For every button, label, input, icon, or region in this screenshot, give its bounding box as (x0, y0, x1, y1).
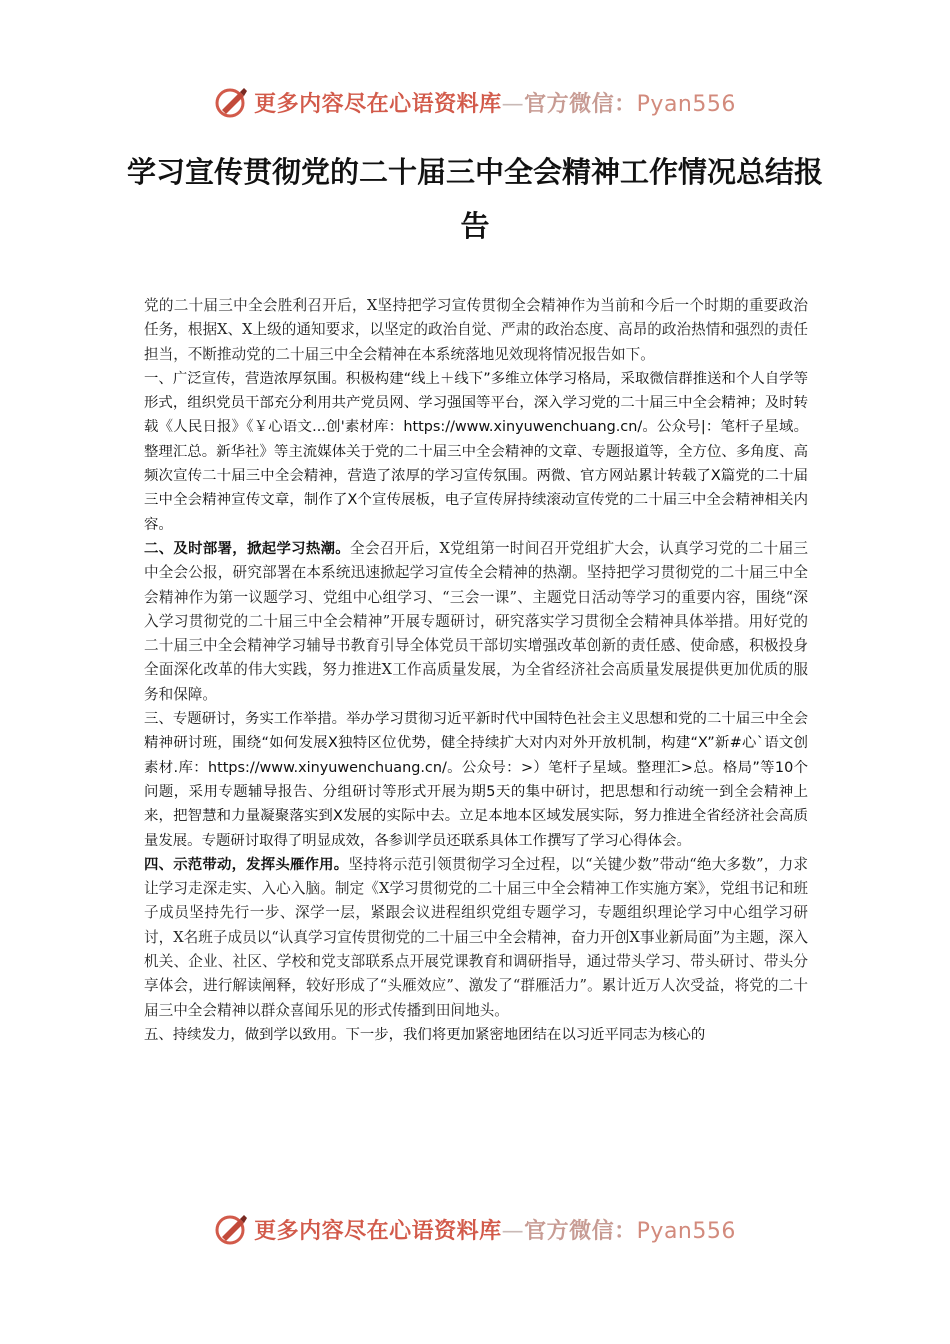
section-4-body: 坚持将示范引领贯彻学习全过程，以“关键少数”带动“绝大多数”，力求让学习走深走实、入心入脑。制定《X学习贯彻党的二十届三中全会精神工作实施方案》，党组书记和班子成员坚持先行一步、深学一层，紧跟会议进程组织党组专题学习，专题组织理论学习中心组学习研讨，X名班子成员以“认真学习宣传贯彻党的二十届三中全会精神，奋力开创X事业新局面”为主题，深入机关、企业、社区、学校和党支部联系点开展党课教育和调研指导，通过带头学习、带头研讨、带头分享体会，进行解读阐释，较好形成了“头雁效应”、激发了“群雁活力”。累计近万人次受益，将党的二十届三中全会精神以群众喜闻乐见的形式传播到田间地头。 (144, 855, 808, 1019)
watermark-main: 更多内容尽在心语资料库 (254, 1218, 502, 1244)
paragraph-intro: 党的二十届三中全会胜利召开后，X坚持把学习宣传贯彻全会精神作为当前和今后一个时期的重要政治任务，根据X、X上级的通知要求，以坚定的政治自觉、严肃的政治态度、高昂的政治热情和强烈的责任担当，不断推动党的二十届三中全会精神在本系统落地见效现将情况报告如下。 (144, 297, 808, 363)
paragraph-section-1: 一、广泛宣传，营造浓厚氛围。积极构建“线上＋线下”多维立体学习格局，采取微信群推送和个人自学等形式，组织党员干部充分利用共产党员网、学习强国等平台，深入学习党的二十届三中全会精神；及时转载《人民日报》《￥心语文...创'素材库：https://www.xinyuwenchuang.cn/。公众号|：笔杆子星域。整理汇总。新华社》等主流媒体关于党的二十届三中全会精神的文章、专题报道等，全方位、多角度、高频次宣传二十届三中全会精神，营造了浓厚的学习宣传氛围。两微、官方网站累计转载了X篇党的二十届三中全会精神宣传文章，制作了X个宣传展板，电子宣传屏持续滚动宣传党的二十届三中全会精神相关内容。 (144, 370, 808, 533)
watermark-banner-top (0, 80, 950, 124)
watermark-text (254, 1214, 736, 1245)
section-2-body: 全会召开后，X党组第一时间召开党组扩大会，认真学习党的二十届三中全会公报，研究部署在本系统迅速掀起学习宣传全会精神的热潮。坚持把学习贯彻党的二十届三中全会精神作为第一议题学习、党组中心组学习、“三会一课”、主题党日活动等学习的重要内容，围绕“深入学习贯彻党的二十届三中全会精神”开展专题研讨，研究落实学习贯彻全会精神具体举措。用好党的二十届三中全会精神学习辅导书教育引导全体党员干部切实增强改革创新的责任感、使命感，积极投身全面深化改革的伟大实践，努力推进X工作高质量发展，为全省经济社会高质量发展提供更加优质的服务和保障。 (144, 539, 808, 703)
document-body (144, 294, 808, 1047)
pen-logo-icon (214, 84, 250, 120)
paragraph-section-5: 五、持续发力，做到学以致用。下一步，我们将更加紧密地团结在以习近平同志为核心的 (144, 1026, 706, 1043)
watermark-label: 官方微信： (524, 91, 637, 117)
paragraph-section-3: 三、专题研讨，务实工作举措。举办学习贯彻习近平新时代中国特色社会主义思想和党的二十届三中全会精神研讨班，围绕“如何发展X独特区位优势，健全持续扩大对内对外开放机制，构建“X”新#心`语文创素材.库：https://www.xinyuwenchuang.cn/。公众号：>）笔杆子星域。整理汇>总。格局”等10个问题，采用专题辅导报告、分组研讨等形式开展为期5天的集中研讨，把思想和行动统一到全会精神上来，把智慧和力量凝聚落实到X发展的实际中去。立足本地本区域发展实际，努力推进全省经济社会高质量发展。专题研讨取得了明显成效，各参训学员还联系具体工作撰写了学习心得体会。 (144, 711, 808, 849)
watermark-main: 更多内容尽在心语资料库 (254, 91, 502, 117)
section-2-heading: 二、及时部署，掀起学习热潮。 (144, 540, 351, 557)
paragraph-section-4 (144, 853, 808, 1023)
watermark-label: 官方微信： (524, 1218, 637, 1244)
section-4-heading: 四、示范带动，发挥头雁作用。 (144, 856, 349, 873)
watermark-banner-bottom (0, 1207, 950, 1251)
watermark-separator: — (501, 91, 525, 117)
watermark-account: Pyan556 (636, 1218, 736, 1244)
page-title: 学习宣传贯彻党的二十届三中全会精神工作情况总结报告 (126, 155, 823, 243)
watermark-separator: — (501, 1218, 525, 1244)
watermark-text (254, 87, 736, 118)
pen-logo-icon (214, 1211, 250, 1247)
watermark-account: Pyan556 (636, 91, 736, 117)
paragraph-section-2 (144, 537, 808, 707)
